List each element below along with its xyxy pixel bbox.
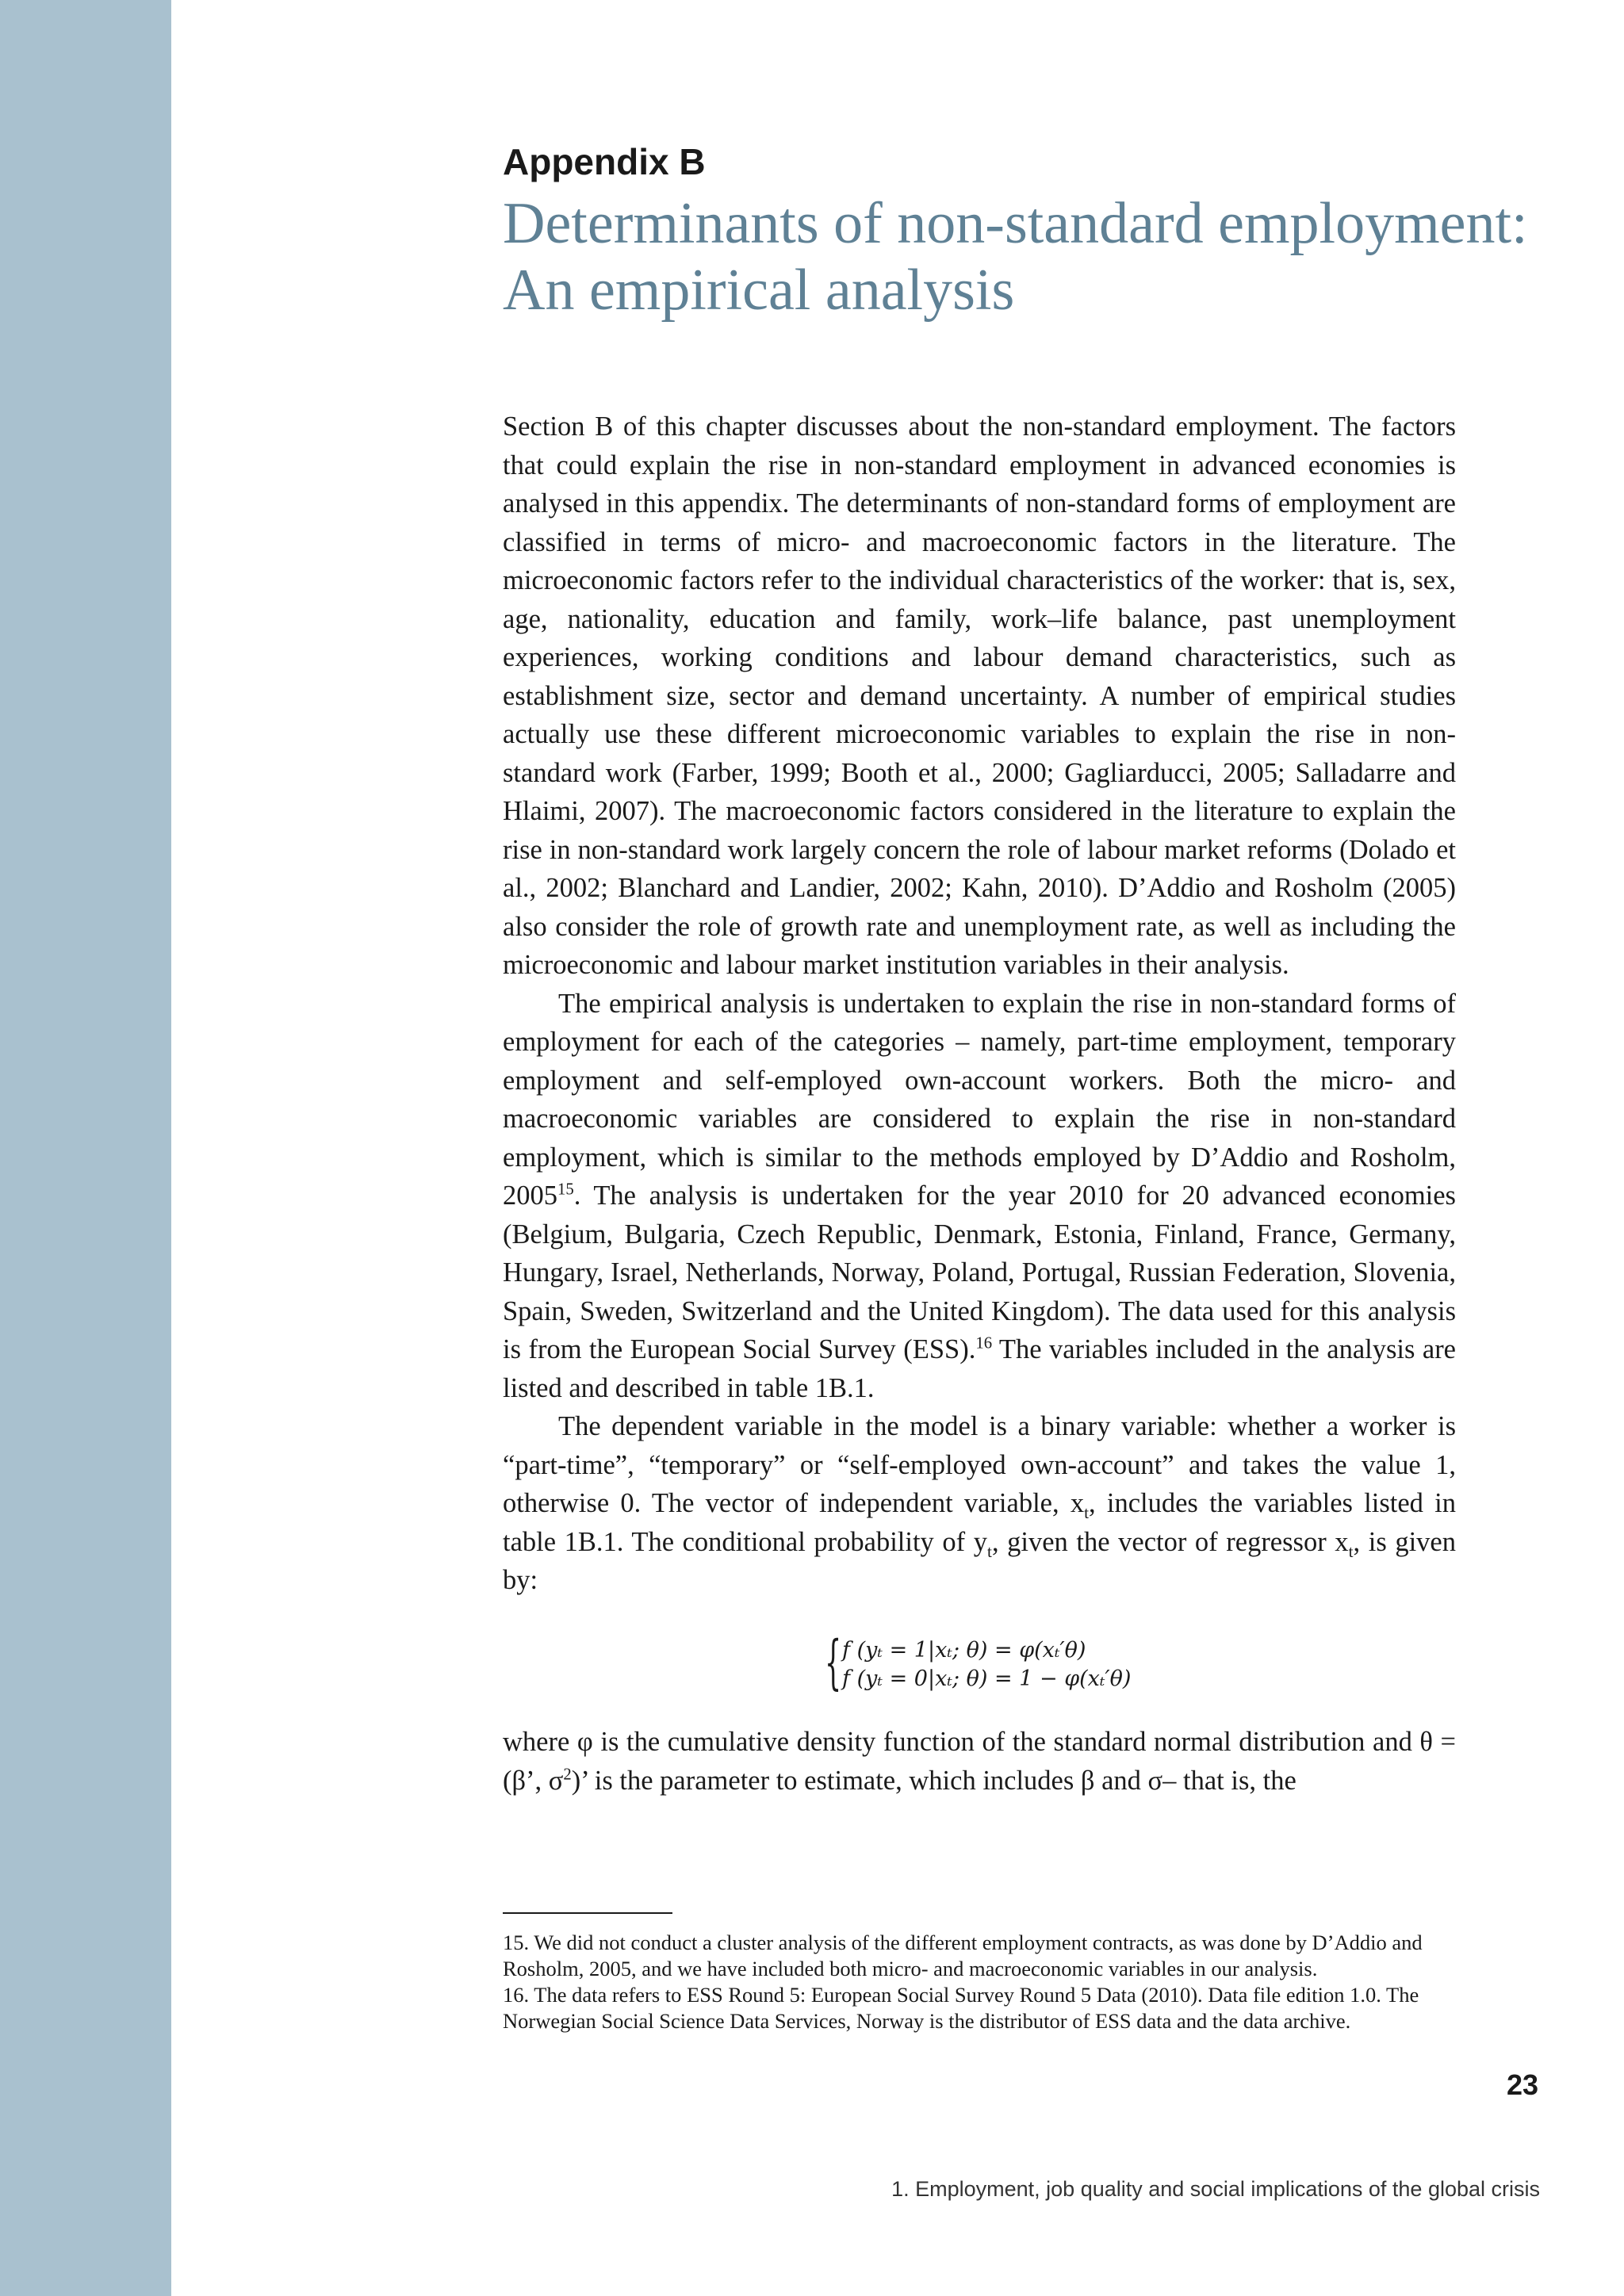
page-title-line-2: An empirical analysis [503,258,1015,323]
footnote-15: 15. We did not conduct a cluster analysis of the different employment contracts, as was done by D’Addio and Rosholm, 2005, and we have included both micro- and macroeconomic variables in our analysis. [503,1931,1423,1980]
paragraph-4 [503,1723,1456,1800]
paragraph-2-part-a: The empirical analysis is undertaken to explain the rise in non-standard forms of employment for each of the categories – namely, part-time employment, temporary employment and self-employed own-account workers. Both the micro- and macroeconomic variables are considered to explain the rise in non-standard employment, which is similar to the methods employed by D’Addio and Rosholm, 2005 [503,988,1456,1211]
equation-line-2: f (yₜ = 0|xₜ; θ) = 1 − φ(xₜ′θ) [842,1667,1132,1691]
footnote-ref-16[interactable]: 16 [975,1334,993,1353]
paragraph-3-part-c: , given the vector of regressor x [991,1526,1349,1557]
footnotes [503,1930,1454,2034]
page-title [503,190,1534,323]
subscript-t: t [1084,1502,1090,1522]
body-text [503,408,1456,1600]
paragraph-3-part-a: The dependent variable in the model is a binary variable: whether a worker is “part-time”, “temporary” or “self-employed own-account” and takes the value 1, otherwise 0. The vector of independent variable, x [503,1411,1456,1518]
subscript-t: t [986,1541,992,1561]
paragraph-1: Section B of this chapter discusses about the non-standard employment. The factors that could explain the rise in non-standard employment in advanced economies is analysed in this appendix. The determinants of non-standard forms of employment are classified in terms of micro- and macroeconomic factors in the literature. The microeconomic factors refer to the individual characteristics of the worker: that is, sex, age, nationality, education and family, work–life balance, past unemployment experiences, working conditions and labour demand characteristics, such as establishment size, sector and demand uncertainty. A number of empirical studies actually use these different microeconomic variables to explain the rise in non-standard work (Farber, 1999; Booth et al., 2000; Gagliarducci, 2005; Salladarre and Hlaimi, 2007). The macroeconomic factors considered in the literature to explain the rise in non-standard work largely concern the role of labour market reforms (Dolado et al., 2002; Blanchard and Landier, 2002; Kahn, 2010). D’Addio and Rosholm (2005) also consider the role of growth rate and unemployment rate, as well as including the microeconomic and labour market institution variables in their analysis. [503,411,1456,980]
superscript-2: 2 [563,1766,572,1783]
paragraph-2-part-b: . The analysis is undertaken for the year 2010 for 20 advanced economies (Belgium, Bulgaria, Czech Republic, Denmark, Estonia, Finland, France, Germany, Hungary, Israel, Netherlands, Norway, Poland, Portugal, Russian Federation, Slovenia, Spain, Sweden, Switzerland and the United Kingdom). The data used for this analysis is from the European Social Survey (ESS). [503,1181,1456,1364]
subscript-t: t [1348,1541,1354,1561]
running-footer: 1. Employment, job quality and social implications of the global crisis [891,2177,1540,2201]
side-band [0,0,171,2296]
page-title-line-1: Determinants of non-standard employment: [503,191,1528,256]
equation-brace: { [825,1628,842,1697]
appendix-label: Appendix B [503,141,706,182]
paragraph-4-part-b: )’ is the parameter to estimate, which includes β and σ– that is, the [571,1765,1297,1796]
paragraph-3-part-b: , includes the variables listed in table 1B.1. The conditional probability of y [503,1488,1456,1557]
footnote-ref-15[interactable]: 15 [557,1181,574,1199]
probability-equation [825,1628,1132,1697]
footnote-divider [503,1912,672,1914]
footnote-16: 16. The data refers to ESS Round 5: European Social Survey Round 5 Data (2010). Data file edition 1.0. The Norwegian Social Science Data Services, Norway is the distributor of ESS data and the data archive. [503,1983,1419,2033]
paragraph-3-part-d: , is given by: [503,1526,1456,1595]
body-text-continued [503,1723,1456,1800]
equation-line-1: f (yₜ = 1|xₜ; θ) = φ(xₜ′θ) [842,1638,1086,1663]
paragraph-2-part-c: The variables included in the analysis are listed and described in table 1B.1. [503,1334,1456,1403]
page-number: 23 [1506,2068,1538,2101]
paragraph-4-part-a: where φ is the cumulative density function of the standard normal distribution and θ = (β’, σ [503,1727,1456,1796]
paragraph-2 [503,985,1456,1408]
paragraph-3 [503,1407,1456,1600]
